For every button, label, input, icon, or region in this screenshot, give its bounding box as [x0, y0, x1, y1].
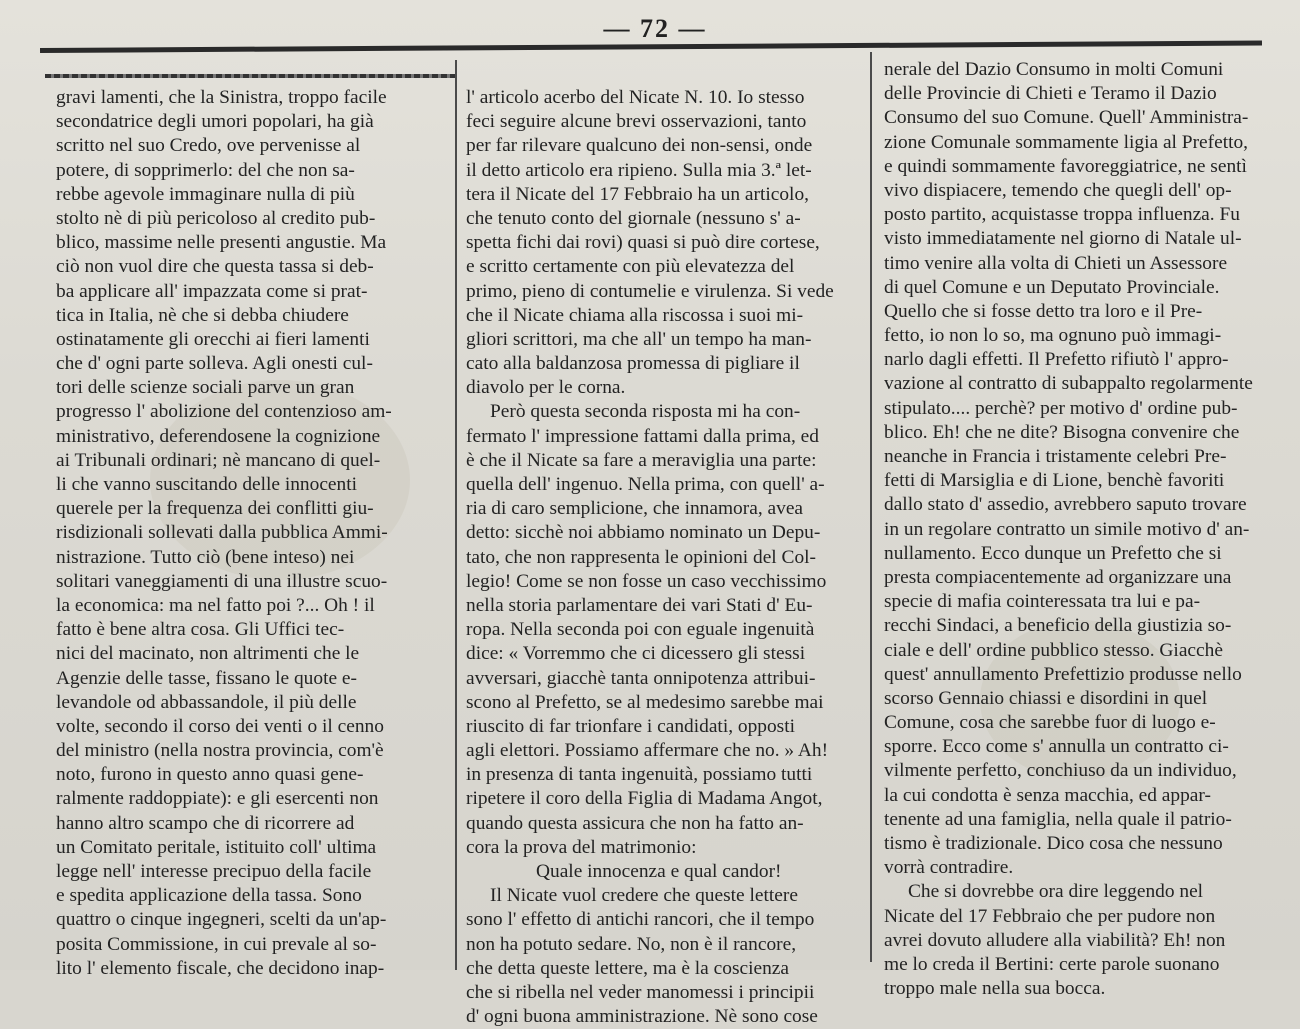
text-line: quella dell' ingenuo. Nella prima, con quell' a- — [466, 474, 825, 495]
text-line: nella storia parlamentare dei vari Stati d' Eu- — [466, 594, 813, 616]
text-line: gliori scrittori, ma che all' un tempo ha man- — [466, 328, 812, 350]
text-line: progresso l' abolizione del contenzioso am- — [56, 401, 392, 423]
text-line: vilmente perfetto, conchiuso da un individuo, — [884, 760, 1237, 782]
text-line: neanche in Francia i tristamente celebri Pre- — [884, 446, 1227, 467]
text-line: legge nell' interesse precipuo della facile — [56, 861, 372, 882]
text-line: cato alla baldanzosa promessa di pigliare il — [466, 353, 800, 375]
text-line: la cui condotta è senza macchia, ed appar- — [884, 784, 1211, 806]
text-line: primo, pieno di contumelie e virulenza. Si vede — [466, 280, 834, 302]
text-line: Quello che si fosse detto tra loro e il Pre- — [884, 300, 1203, 322]
text-line: scritto nel suo Credo, ove pervenisse al — [56, 135, 361, 157]
text-line: blico, massime nelle presenti angustie. Ma — [56, 232, 387, 254]
text-line: ciò non vuol dire che questa tassa si deb- — [56, 256, 374, 278]
text-line: Che si dovrebbe ora dire leggendo nel — [908, 881, 1204, 903]
text-line: diavolo per le corna. — [466, 377, 626, 399]
text-line: levandole od abbassandole, il più delle — [56, 691, 357, 713]
text-line: hanno altro scampo che di ricorrere ad — [56, 812, 355, 834]
page-number: — 72 — — [603, 14, 707, 43]
text-line: tori delle scienze sociali parve un gran — [56, 377, 355, 399]
text-line: Il Nicate vuol credere che queste lettere — [490, 885, 798, 907]
text-line: narlo dagli effetti. Il Prefetto rifiutò l' appro- — [884, 349, 1229, 371]
text-line: li che vanno suscitando delle innocenti — [56, 474, 358, 495]
text-line: lito l' elemento fiscale, che decidono inap- — [56, 957, 385, 979]
text-line: posto partito, acquistasse troppa influenza. Fu — [884, 204, 1240, 226]
text-line: posita Commissione, in cui prevale al so- — [56, 933, 377, 955]
column-divider — [455, 60, 457, 970]
text-line: e quindi sommamente favoreggiatrice, ne sentì — [884, 155, 1247, 177]
text-line: legio! Come se non fosse un caso vecchissimo — [466, 570, 827, 592]
text-line: fetto, io non lo so, ma ognuno può immagi- — [884, 325, 1222, 347]
text-line: il detto articolo era ripieno. Sulla mia 3.ª let- — [466, 159, 812, 181]
text-line: stipulato.... perchè? per motivo d' ordine pub- — [884, 397, 1238, 419]
text-line: un Comitato peritale, istituito coll' ultima — [56, 836, 377, 858]
text-line: Comune, cosa che sarebbe fuor di luogo e- — [884, 712, 1216, 734]
text-line: rebbe agevole immaginare nulla di più — [56, 183, 355, 205]
text-line: potere, di sopprimerlo: del che non sa- — [56, 159, 355, 181]
text-line: fetti di Marsiglia e di Lione, benchè favoriti — [884, 470, 1225, 492]
text-column-right — [884, 58, 1262, 1001]
text-line: riuscito di far trionfare i candidati, opposti — [466, 715, 796, 737]
text-line: quando questa assicura che non ha fatto an- — [466, 812, 804, 834]
text-line: in un regolare contratto un simile motivo d' an- — [884, 518, 1250, 540]
text-line: Quale innocenza e qual candor! — [536, 861, 782, 882]
text-line: gravi lamenti, che la Sinistra, troppo facile — [56, 87, 387, 108]
text-line: in presenza di tanta ingenuità, possiamo tutti — [466, 764, 813, 786]
text-line: vorrà contradire. — [884, 857, 1014, 879]
text-line: risdizionali sollevati dalla pubblica Ammi- — [56, 522, 388, 544]
text-line: ostinatamente gli orecchi ai fieri lamenti — [56, 328, 370, 350]
text-line: che d' ogni parte solleva. Agli onesti cul- — [56, 353, 373, 375]
text-line: vivo dispiacere, temendo che quegli dell' op- — [884, 179, 1232, 201]
text-line: che tenuto conto del giornale (nessuno s' a- — [466, 207, 801, 229]
text-line: del ministro (nella nostra provincia, com'è — [56, 740, 384, 762]
text-line: la economica: ma nel fatto poi ?... Oh ! il — [56, 594, 375, 616]
text-line: Consumo del suo Comune. Quell' Amministra- — [884, 107, 1249, 129]
text-line: fermato l' impressione fattami dalla prima, ed — [466, 425, 819, 447]
text-line: Però questa seconda risposta mi ha con- — [490, 401, 801, 423]
text-line: noto, furono in questo anno quasi gene- — [56, 764, 364, 786]
text-line: ria di caro semplicione, che innamora, avea — [466, 498, 804, 520]
text-line: timo venire alla volta di Chieti un Assessore — [884, 252, 1228, 274]
text-line: che detta queste lettere, ma è la coscienza — [466, 957, 789, 979]
text-line: recchi Sindaci, a beneficio della giustizia so- — [884, 615, 1232, 637]
text-line: e spedita applicazione della tassa. Sono — [56, 885, 362, 907]
text-line: avrei dovuto alludere alla viabilità? Eh! non — [884, 929, 1226, 951]
text-line: me lo creda il Bertini: certe parole suonano — [884, 953, 1220, 975]
text-line: è che il Nicate sa fare a meraviglia una parte: — [466, 449, 817, 471]
text-line: di quel Comune e un Deputato Provinciale. — [884, 276, 1220, 298]
text-line: e scritto certamente con più elevatezza del — [466, 256, 795, 278]
text-line: solitari vaneggiamenti di una illustre scuo- — [56, 570, 388, 592]
text-line: sporre. Ecco come s' annulla un contratto ci- — [884, 736, 1229, 758]
text-line: blico. Eh! che ne dite? Bisogna convenire che — [884, 421, 1240, 443]
text-line: nullamento. Ecco dunque un Prefetto che si — [884, 542, 1222, 564]
text-line: Agenzie delle tasse, fissano le quote e- — [56, 667, 357, 689]
text-line: presta compiacentemente ad organizzare una — [884, 566, 1232, 588]
text-line: nerale del Dazio Consumo in molti Comuni — [884, 59, 1224, 80]
text-line: troppo male nella sua bocca. — [884, 978, 1106, 1000]
text-line: cora la prova del matrimonio: — [466, 836, 697, 858]
text-line: scorso Gennaio chiassi e disordini in quel — [884, 687, 1208, 709]
text-line: tismo è tradizionale. Dico cosa che nessuno — [884, 833, 1223, 854]
text-line: ciale e dell' ordine pubblico stesso. Giacchè — [884, 639, 1223, 661]
text-line: quest' annullamento Prefettizio produsse nello — [884, 663, 1242, 685]
text-line: Nicate del 17 Febbraio che per pudore non — [884, 905, 1216, 927]
column-head-rule — [45, 74, 455, 78]
text-line: che si ribella nel veder manomessi i principii — [466, 981, 815, 1003]
text-line: feci seguire alcune brevi osservazioni, tanto — [466, 111, 807, 133]
text-column-left — [56, 86, 440, 981]
text-line: spetta fichi dai rovi) quasi si può dire cortese, — [466, 232, 820, 254]
text-line: quattro o cinque ingegneri, scelti da un'ap- — [56, 909, 387, 931]
text-line: zione Comunale sommamente ligia al Prefetto, — [884, 131, 1249, 153]
text-line: nistrazione. Tutto ciò (bene inteso) nei — [56, 546, 355, 568]
text-line: delle Provincie di Chieti e Teramo il Dazio — [884, 83, 1217, 105]
text-line: tato, che non rappresenta le opinioni del Col- — [466, 546, 817, 568]
text-line: sono l' effetto di antichi rancori, che il tempo — [466, 909, 815, 931]
text-line: vazione al contratto di subappalto regolarmente — [884, 373, 1253, 395]
text-line: ropa. Nella seconda poi con eguale ingenuità — [466, 619, 815, 641]
text-line: nici del macinato, non altrimenti che le — [56, 643, 360, 665]
text-line: stolto nè di più pericoloso al credito pub- — [56, 207, 376, 229]
text-line: agli elettori. Possiamo affermare che no. » Ah! — [466, 740, 829, 762]
text-line: dallo stato d' assedio, avrebbero saputo trovare — [884, 494, 1247, 516]
text-line: fatto è bene altra cosa. Gli Uffici tec- — [56, 619, 345, 641]
text-line: tenente ad una famiglia, nella quale il patrio- — [884, 808, 1232, 830]
text-column-middle — [466, 86, 858, 1029]
text-line: ministrativo, deferendosene la cognizione — [56, 425, 381, 447]
text-line: tica in Italia, nè che si debba chiudere — [56, 304, 349, 326]
text-line: volte, secondo il corso dei venti o il cenno — [56, 715, 384, 737]
text-line: ai Tribunali ordinari; nè mancano di quel- — [56, 449, 381, 471]
text-line: detto: sicchè noi abbiamo nominato un Depu- — [466, 522, 821, 544]
text-line: scono al Prefetto, se al medesimo sarebbe mai — [466, 691, 824, 713]
text-line: dice: « Vorremmo che ci dicessero gli stessi — [466, 643, 806, 665]
text-line: ralmente raddoppiate): e gli esercenti non — [56, 788, 379, 810]
text-line: ba applicare all' impazzata come si prat- — [56, 280, 368, 302]
text-line: avversari, giacchè tanta onnipotenza attribui- — [466, 667, 816, 689]
text-line: l' articolo acerbo del Nicate N. 10. Io stesso — [466, 87, 805, 108]
text-line: secondatrice degli umori popolari, ha già — [56, 111, 374, 133]
column-divider — [870, 52, 872, 962]
text-line: d' ogni buona amministrazione. Nè sono cose — [466, 1006, 818, 1028]
text-line: querele per la frequenza dei conflitti giu- — [56, 498, 374, 520]
text-line: non ha potuto sedare. No, non è il rancore, — [466, 933, 797, 955]
text-line: ripetere il coro della Figlia di Madama Angot, — [466, 788, 823, 810]
text-line: specie di mafia cointeressata tra lui e pa- — [884, 591, 1201, 613]
text-line: tera il Nicate del 17 Febbraio ha un articolo, — [466, 183, 809, 205]
text-line: visto immediatamente nel giorno di Natale ul- — [884, 228, 1242, 250]
text-line: per far rilevare qualcuno dei non-sensi, onde — [466, 135, 813, 157]
text-line: che il Nicate chiama alla riscossa i suoi mi- — [466, 304, 804, 326]
